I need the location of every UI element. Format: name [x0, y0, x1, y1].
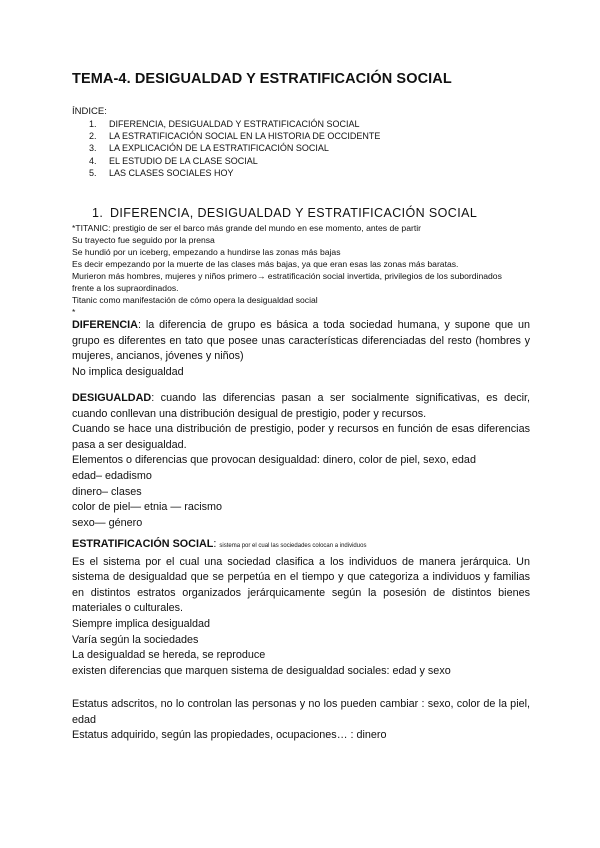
estratificacion-small-note: sistema por el cual las sociedades colocan a individuos — [219, 543, 367, 549]
index-item — [89, 118, 380, 130]
index-item-text: DIFERENCIA, DESIGUALDAD Y ESTRATIFICACIÓN SOCIAL — [109, 119, 360, 129]
diferencia-definition: : la diferencia de grupo es básica a toda sociedad humana, y supone que un grupo es diferentes en tato que posee unas características diferenciadas del resto (hombres y mujeres, ancianos, jóvenes y niños) — [72, 319, 530, 363]
estratificacion-line: La desigualdad se hereda, se reproduce — [72, 649, 266, 662]
estratificacion-heading-line — [72, 537, 530, 555]
index-item-text: LAS CLASES SOCIALES HOY — [109, 167, 234, 178]
index-label: ÍNDICE: — [72, 106, 107, 117]
index-item-text: LA EXPLICACIÓN DE LA ESTRATIFICACIÓN SOCIAL — [109, 143, 329, 154]
index-item-number: 5. — [89, 167, 97, 178]
desigualdad-line: color de piel— etnia — racismo — [72, 501, 223, 514]
document-title: TEMA-4. DESIGUALDAD Y ESTRATIFICACIÓN SOCIAL — [72, 71, 452, 87]
index-list — [89, 118, 380, 179]
note-line: *TITANIC: prestigio de ser el barco más grande del mundo en ese momento, antes de partir — [72, 223, 422, 233]
note-line: frente a los supraordinados. — [72, 283, 179, 293]
note-line: * — [72, 307, 76, 317]
desigualdad-line: sexo— género — [72, 516, 143, 529]
desigualdad-line: dinero– clases — [72, 485, 142, 498]
index-item — [89, 130, 380, 142]
term-diferencia: DIFERENCIA — [72, 319, 138, 331]
index-item-number: 3. — [89, 143, 97, 154]
estatus-adscritos: Estatus adscritos, no lo controlan las personas y no los pueden cambiar : sexo, color de la piel, edad — [72, 698, 530, 726]
index-item — [89, 142, 380, 154]
index-item — [89, 167, 380, 179]
section-number: 1. — [92, 206, 104, 220]
diferencia-paragraph — [72, 318, 530, 365]
desigualdad-definition: : cuando las diferencias pasan a ser socialmente significativas, es decir, cuando conllevan una distribución desigual de prestigio, poder y recursos. — [72, 392, 530, 420]
index-item-text: LA ESTRATIFICACIÓN SOCIAL EN LA HISTORIA DE OCCIDENTE — [109, 131, 381, 142]
desigualdad-paragraph — [72, 391, 530, 422]
note-line: Se hundió por un iceberg, empezando a hundirse las zonas más bajas — [72, 247, 341, 257]
desigualdad-line: Elementos o diferencias que provocan desigualdad: dinero, color de piel, sexo, edad — [72, 454, 476, 467]
index-item — [89, 155, 380, 167]
estatus-adquirido: Estatus adquirido, según las propiedades, ocupaciones… : dinero — [72, 729, 387, 742]
estatus-section — [72, 697, 530, 744]
desigualdad-line: edad– edadismo — [72, 469, 152, 482]
note-line: Murieron más hombres, mujeres y niños primero→ estratificación social invertida, privilegios de los subordinados — [72, 271, 502, 281]
term-desigualdad: DESIGUALDAD — [72, 392, 152, 404]
note-line: Su trayecto fue seguido por la prensa — [72, 235, 215, 245]
desigualdad-paragraph-2: Cuando se hace una distribución de prestigio, poder y recursos en función de esas diferencias pasa a ser desigualdad. — [72, 423, 530, 451]
diferencia-section — [72, 318, 530, 380]
section-heading-text: DIFERENCIA, DESIGUALDAD Y ESTRATIFICACIÓN SOCIAL — [110, 206, 478, 220]
diferencia-note: No implica desigualdad — [72, 365, 184, 378]
index-item-text: EL ESTUDIO DE LA CLASE SOCIAL — [109, 155, 258, 166]
estratificacion-section — [72, 537, 530, 679]
note-line: Es decir empezando por la muerte de las clases más bajas, ya que eran esas las zonas más baratas. — [72, 259, 459, 269]
term-colon: : — [213, 538, 220, 550]
estratificacion-paragraph: Es el sistema por el cual una sociedad clasifica a los individuos de manera jerárquica. Un sistema de desigualdad que se perpetúa en el tiempo y que categoriza a individuos y familias en distintos estratos organizados jerárquicamente según la posesión de distintos bienes materiales o culturales. — [72, 555, 530, 615]
index-item-number: 1. — [89, 119, 97, 129]
estratificacion-line: existen diferencias que marquen sistema de desigualdad sociales: edad y sexo — [72, 664, 451, 677]
index-item-number: 2. — [89, 131, 97, 142]
term-estratificacion: ESTRATIFICACIÓN SOCIAL — [72, 538, 214, 550]
titanic-notes — [72, 222, 542, 318]
section-heading — [92, 206, 477, 220]
desigualdad-section — [72, 391, 530, 531]
index-item-number: 4. — [89, 155, 97, 166]
estratificacion-line: Varía según la sociedades — [72, 633, 199, 646]
note-line: Titanic como manifestación de cómo opera la desigualdad social — [72, 295, 318, 305]
estratificacion-line: Siempre implica desigualdad — [72, 617, 211, 630]
